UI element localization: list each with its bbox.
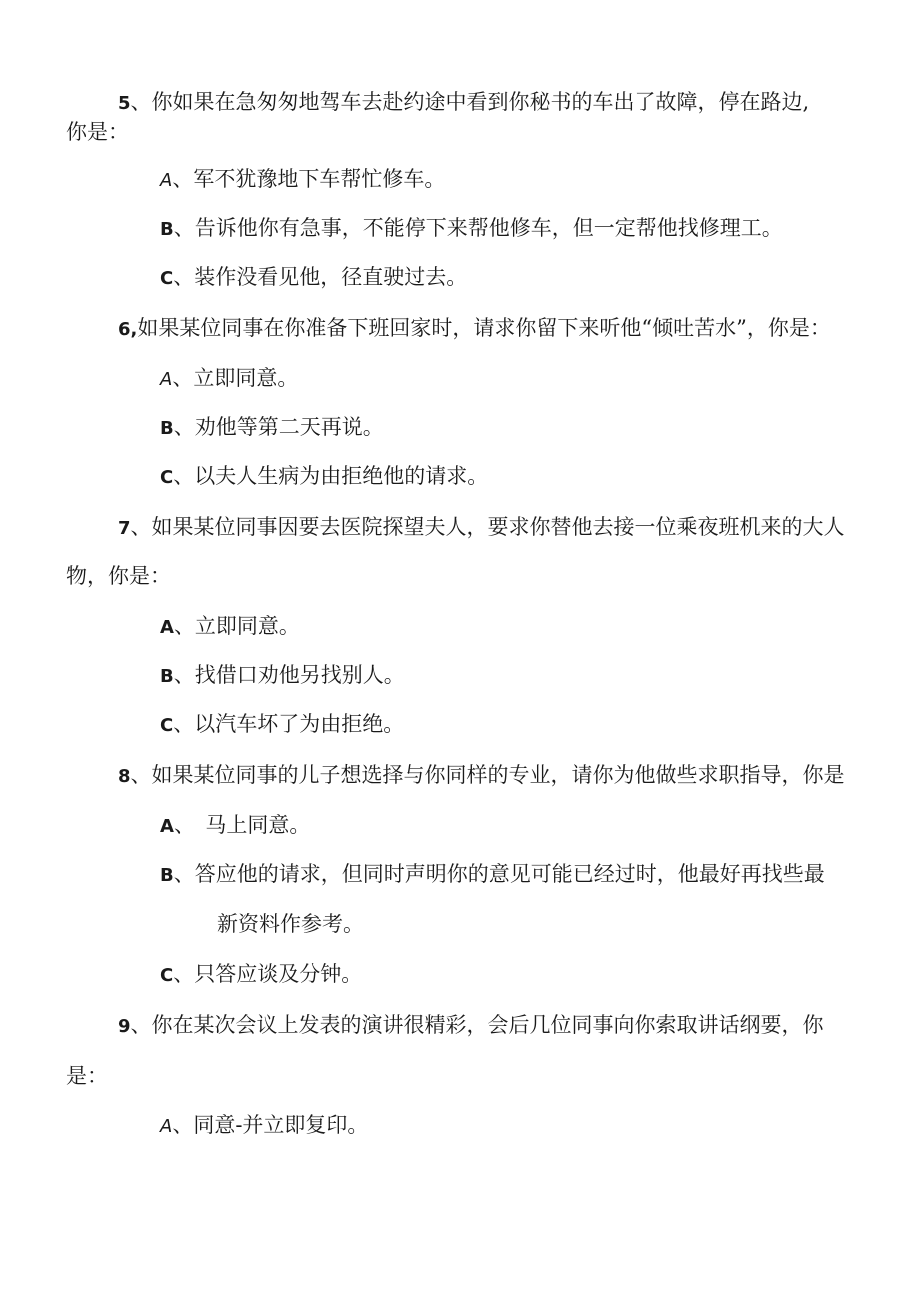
option-7-b (160, 661, 405, 691)
option-label: C (160, 715, 174, 736)
option-label: C (160, 965, 174, 986)
question-text: 、你在某次会议上发表的演讲很精彩，会后几位同事向你索取讲话纲要，你 (130, 1013, 824, 1037)
option-label: C (160, 467, 174, 488)
option-5-b (160, 214, 783, 244)
question-9-line-1 (118, 1011, 824, 1041)
question-8-line-1 (118, 761, 845, 791)
option-text: 、立即同意。 (172, 366, 299, 390)
option-label: B (160, 666, 174, 687)
option-label: B (160, 865, 174, 886)
option-label: B (160, 418, 174, 439)
option-label: A (160, 816, 174, 837)
option-6-b (160, 413, 384, 443)
option-text: 、以汽车坏了为由拒绝。 (173, 712, 405, 736)
question-7-line-1 (118, 513, 845, 543)
option-5-c (160, 263, 467, 293)
question-7-line-2 (66, 562, 171, 590)
option-5-a (160, 165, 445, 195)
option-6-c (160, 462, 488, 492)
question-text-cont: 物，你是： (66, 564, 171, 588)
question-number: 8 (118, 766, 131, 787)
option-text: 、立即同意。 (173, 614, 300, 638)
question-number: 6, (118, 319, 138, 340)
question-5-line-1 (118, 88, 809, 118)
option-text: 、装作没看见他，径直驶过去。 (173, 265, 468, 289)
option-text-cont: 新资料作参考。 (217, 912, 364, 936)
option-text: 、告诉他你有急事，不能停下来帮他修车，但一定帮他找修理工。 (173, 216, 783, 240)
question-number: 9 (118, 1016, 131, 1037)
option-8-a (160, 811, 310, 841)
question-number: 7 (118, 518, 131, 539)
option-text: 、只答应谈及分钟。 (173, 962, 363, 986)
option-text: 、军不犹豫地下车帮忙修车。 (172, 167, 446, 191)
question-text-cont: 你是： (66, 120, 129, 144)
question-6-line-1 (118, 314, 831, 344)
option-label: A (160, 617, 174, 638)
option-label: A (160, 170, 173, 191)
question-text-cont: 是： (66, 1064, 108, 1088)
option-6-a (160, 364, 298, 394)
option-7-c (160, 710, 404, 740)
option-8-c (160, 960, 362, 990)
option-8-b-continued (217, 910, 364, 938)
question-text: 、如果某位同事的儿子想选择与你同样的专业，请你为他做些求职指导，你是 (130, 763, 845, 787)
question-text: 如果某位同事在你准备下班回家时，请求你留下来听他“倾吐苦水”，你是： (137, 316, 831, 340)
option-8-b (160, 860, 825, 890)
option-label: C (160, 268, 174, 289)
question-text: 、你如果在急匆匆地驾车去赴约途中看到你秘书的车出了故障，停在路边, (130, 90, 810, 114)
option-text: 、答应他的请求，但同时声明你的意见可能已经过时，他最好再找些最 (173, 862, 825, 886)
question-text: 、如果某位同事因要去医院探望夫人，要求你替他去接一位乘夜班机来的大人 (130, 515, 845, 539)
option-label: A (160, 369, 173, 390)
option-7-a (160, 612, 300, 642)
option-text: 、以夫人生病为由拒绝他的请求。 (173, 464, 489, 488)
question-number: 5 (118, 93, 131, 114)
option-text: 、找借口劝他另找别人。 (173, 663, 405, 687)
question-5-line-2 (66, 118, 129, 146)
question-9-line-2 (66, 1062, 108, 1090)
option-text: 、同意-并立即复印。 (172, 1113, 369, 1137)
option-label: A (160, 1116, 173, 1137)
option-text: 、 马上同意。 (173, 813, 311, 837)
option-label: B (160, 219, 174, 240)
option-text: 、劝他等第二天再说。 (173, 415, 384, 439)
option-9-a (160, 1111, 368, 1141)
